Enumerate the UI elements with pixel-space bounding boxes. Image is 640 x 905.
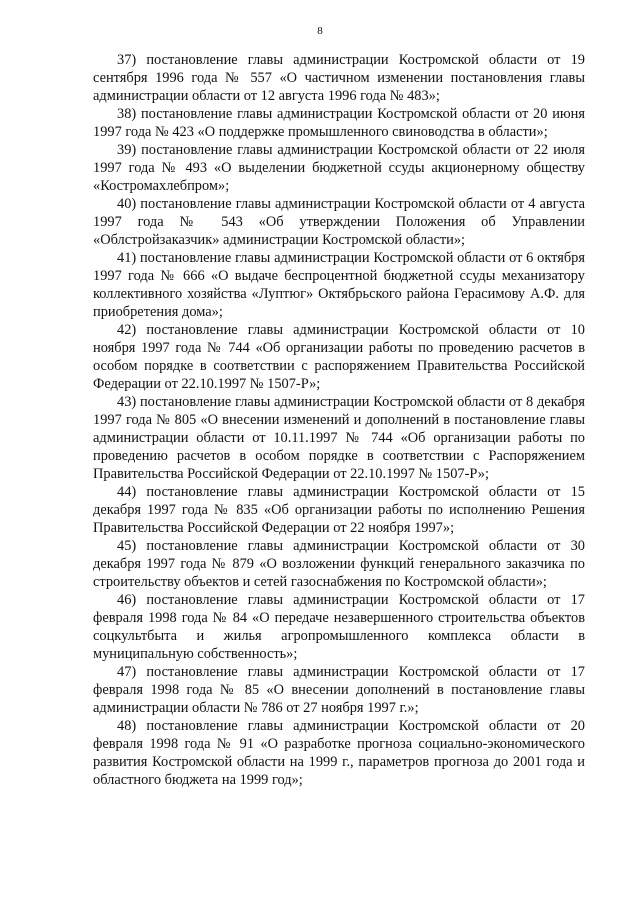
list-item: 37) постановление главы администрации Костромской области от 19 сентября 1996 года № 557 «О частичном изменении постановления главы администрации области от 12 августа 1996 года № 483»; [93,52,585,104]
list-item: 39) постановление главы администрации Костромской области от 22 июля 1997 года № 493 «О выделении бюджетной ссуды акционерному обществу «Костромахлебпром»; [93,142,585,194]
list-item: 43) постановление главы администрации Костромской области от 8 декабря 1997 года № 805 «О внесении изменений и дополнений в постановление главы администрации области от 10.11.1997 № 744 «Об организации работы по проведению расчетов в особом порядке в соответствии с Распоряжением Правительства Российской Федерации от 22.10.1997 № 1507-Р»; [93,394,585,482]
list-item: 42) постановление главы администрации Костромской области от 10 ноября 1997 года № 744 «Об организации работы по проведению расчетов в особом порядке в соответствии с распоряжением Правительства Российской Федерации от 22.10.1997 № 1507-Р»; [93,322,585,392]
list-item: 46) постановление главы администрации Костромской области от 17 февраля 1998 года № 84 «О передаче незавершенного строительства объектов соцкультбыта и жилья агропромышленного комплекса области в муниципальную собственность»; [93,592,585,662]
list-item: 48) постановление главы администрации Костромской области от 20 февраля 1998 года № 91 «О разработке прогноза социально-экономического развития Костромской области на 1999 г., параметров прогноза до 2001 года и областного бюджета на 1999 год»; [93,718,585,788]
list-item: 41) постановление главы администрации Костромской области от 6 октября 1997 года № 666 «О выдаче беспроцентной бюджетной ссуды механизатору коллективного хозяйства «Луптюг» Октябрьского района Герасимову А.Ф. для приобретения дома»; [93,250,585,320]
list-item: 44) постановление главы администрации Костромской области от 15 декабря 1997 года № 835 «Об организации работы по исполнению Решения Правительства Российской Федерации от 22 ноября 1997»; [93,484,585,536]
list-item: 45) постановление главы администрации Костромской области от 30 декабря 1997 года № 879 «О возложении функций генерального заказчика по строительству объектов и сетей газоснабжения по Костромской области»; [93,538,585,590]
list-item: 40) постановление главы администрации Костромской области от 4 августа 1997 года № 543 «Об утверждении Положения об Управлении «Облстройзаказчик» администрации Костромской области»; [93,196,585,248]
document-body [93,51,585,789]
list-item: 38) постановление главы администрации Костромской области от 20 июня 1997 года № 423 «О поддержке промышленного свиноводства в области»; [93,106,585,140]
list-item: 47) постановление главы администрации Костромской области от 17 февраля 1998 года № 85 «О внесении дополнений в постановление главы администрации области № 786 от 27 ноября 1997 г.»; [93,664,585,716]
page-number: 8 [317,25,323,37]
